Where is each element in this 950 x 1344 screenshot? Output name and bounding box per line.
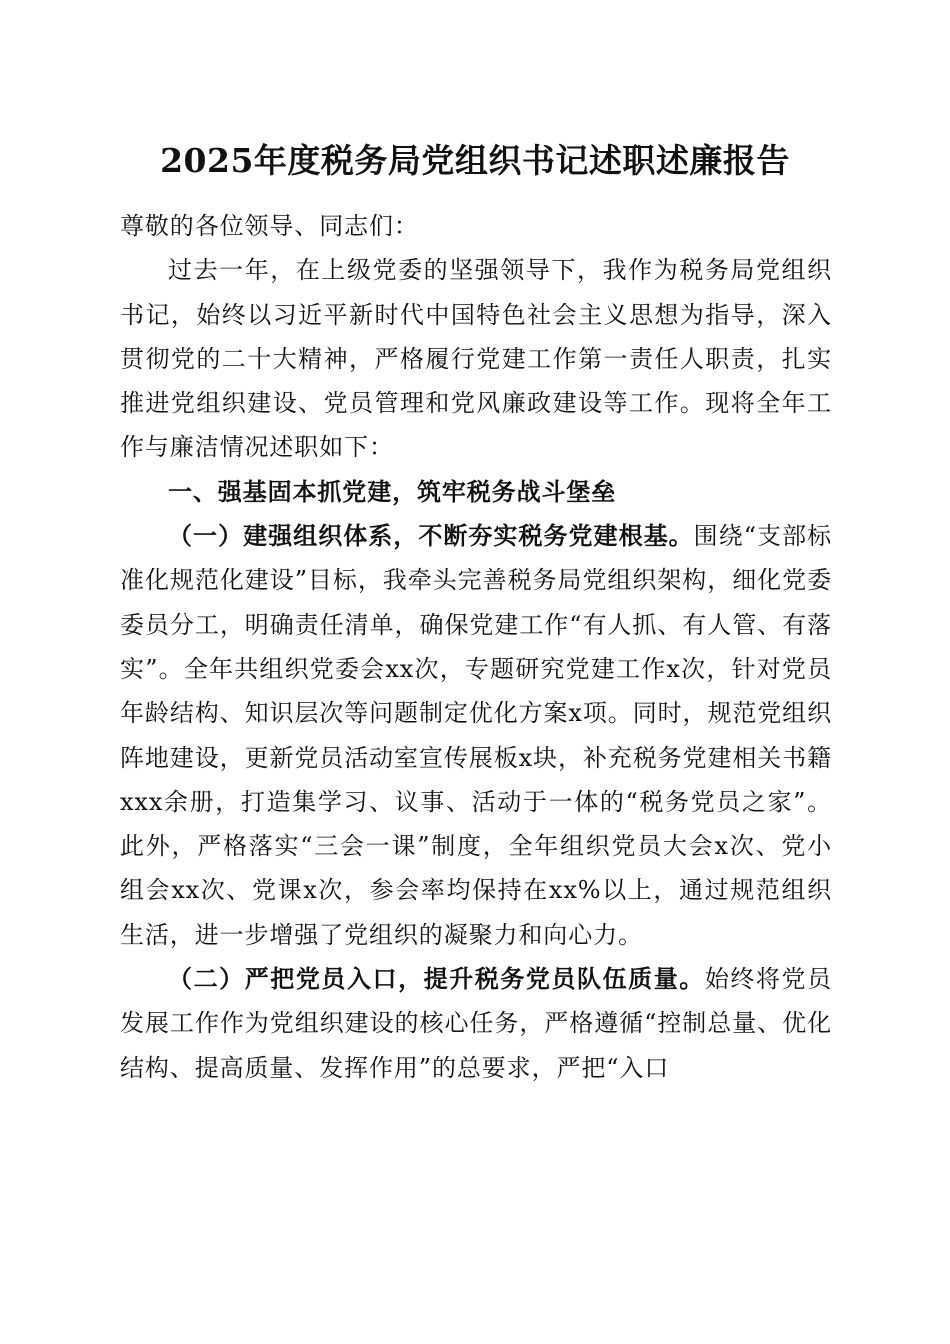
item-2-text: 始终将党员发展工作作为党组织建设的核心任务，严格遵循“控制总量、优化结构、提高质量、发挥作用”的总要求，严把“入口 [120, 965, 832, 1082]
intro-paragraph: 过去一年，在上级党委的坚强领导下，我作为税务局党组织书记，始终以习近平新时代中国特色社会主义思想为指导，深入贯彻党的二十大精神，严格履行党建工作第一责任人职责，扎实推进党组织建设、党员管理和党风廉政建设等工作。现将全年工作与廉洁情况述职如下： [120, 256, 832, 462]
paragraph-item-2 [120, 957, 832, 1090]
salutation: 尊敬的各位领导、同志们： [120, 212, 419, 240]
item-2-lead: （二）严把党员入口，提升税务党员队伍质量。 [168, 964, 705, 994]
item-1-text: 围绕“支部标准化规范化建设”目标，我牵头完善税务局党组织架构，细化党委委员分工，明确责任清单，确保党建工作“有人抓、有人管、有落实”。全年共组织党委会xx次，专题研究党建工作x次，针对党员年龄结构、知识层次等问题制定优化方案x项。同时，规范党组织阵地建设，更新党员活动室宣传展板x块，补充税务党建相关书籍xxx余册，打造集学习、议事、活动于一体的“税务党员之家”。此外，严格落实“三会一课”制度，全年组织党员大会x次、党小组会xx次、党课x次，参会率均保持在xx%以上，通过规范组织生活，进一步增强了党组织的凝聚力和向心力。 [120, 522, 832, 949]
item-1-lead: （一）建强组织体系，不断夯实税务党建根基。 [168, 521, 694, 551]
document-body [120, 204, 832, 1090]
document-title: 2025年度税务局党组织书记述职述廉报告 [160, 141, 790, 180]
section-heading-1: 一、强基固本抓党建，筑牢税务战斗堡垒 [168, 476, 617, 506]
paragraph-item-1 [120, 514, 832, 957]
